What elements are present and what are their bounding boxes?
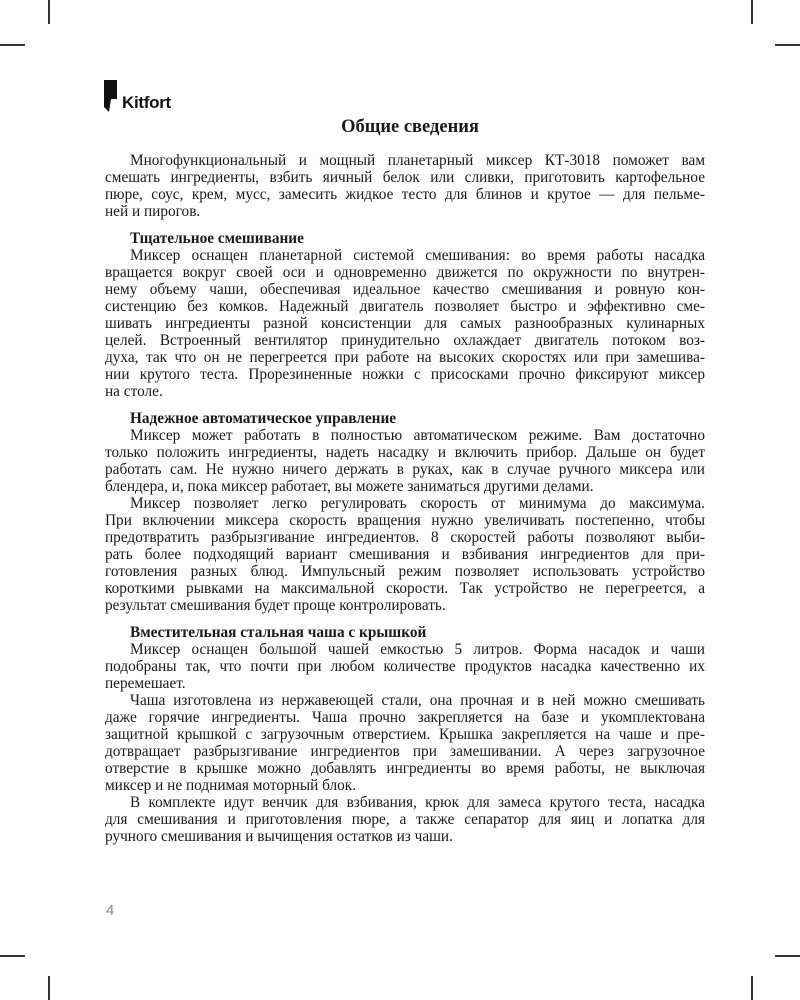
section-heading: Тщательное смешивание [130, 230, 304, 247]
text-line: пюре, соус, крем, мусс, замесить жидкое тесто для блинов и крутое — для пельме- [105, 186, 705, 203]
text-line: смешать ингредиенты, взбить яичный белок или сливки, приготовить картофельное [105, 169, 705, 186]
text-line: защитной крышкой с загрузочным отверстием. Крышка закрепляется на чаше и пре- [105, 726, 705, 743]
text-line: Миксер оснащен планетарной системой смешивания: во время работы насадка [130, 247, 705, 264]
text-line: Миксер может работать в полностью автоматическом режиме. Вам достаточно [130, 427, 705, 444]
text-line: ней и пирогов. [105, 203, 201, 220]
logo-text: Kitfort [122, 93, 171, 112]
text-line: нему объему чаши, обеспечивая идеальное качество смешивания и ровную кон- [105, 281, 705, 298]
text-line: для смешивания и приготовления пюре, а также сепаратор для яиц и лопатка для [105, 811, 705, 828]
section [105, 410, 705, 614]
text-line: При включении миксера скорость вращения нужно увеличивать постепенно, чтобы [105, 512, 705, 529]
text-line: результат смешивания будет проще контролировать. [105, 597, 446, 614]
text-line: вращается вокруг своей оси и одновременно движется по окружности по внутрен- [105, 264, 705, 281]
text-line: дотвращает разбрызгивание ингредиентов при замешивании. А через загрузочное [105, 743, 705, 760]
text-line: систенцию без комков. Надежный двигатель позволяет быстро и эффективно сме- [105, 298, 705, 315]
paragraph [105, 794, 705, 845]
text-line: Многофункциональный и мощный планетарный миксер КТ-3018 поможет вам [130, 152, 705, 169]
text-line: готовления разных блюд. Импульсный режим позволяет использовать устройство [105, 563, 705, 580]
crop-mark [775, 44, 800, 46]
crop-mark [48, 0, 50, 24]
crop-mark [751, 0, 753, 24]
section [105, 230, 705, 400]
paragraph [105, 247, 705, 400]
text-line: ручного смешивания и вычищения остатков из чаши. [105, 828, 453, 845]
crop-mark [775, 955, 800, 957]
page-title: Общие сведения [341, 117, 479, 137]
text-line: только положить ингредиенты, надеть насадку и включить прибор. Дальше он будет [105, 444, 705, 461]
text-line: даже горячие ингредиенты. Чаша прочно закрепляется на базе и укомплектована [105, 709, 705, 726]
text-line: предотвратить разбрызгивание ингредиентов. 8 скоростей работы позволяют выби- [105, 529, 705, 546]
text-line: рать более подходящий вариант смешивания и взбивания ингредиентов для при- [105, 546, 705, 563]
text-line: В комплекте идут венчик для взбивания, крюк для замеса крутого теста, насадка [130, 794, 705, 811]
intro-paragraph [105, 152, 705, 220]
text-line: работать сам. Не нужно ничего держать в руках, как в случае ручного миксера или [105, 461, 705, 478]
text-line: духа, так что он не перегреется при работе на высоких скоростях или при замешива- [105, 349, 705, 366]
text-line: отверстие в крышке можно добавлять ингредиенты во время работы, не выключая [105, 760, 705, 777]
crop-mark [0, 955, 25, 957]
paragraph [105, 692, 705, 794]
paragraph [105, 641, 705, 692]
text-line: Миксер позволяет легко регулировать скорость от минимума до максимума. [130, 495, 705, 512]
page-number: 4 [106, 902, 115, 919]
section-heading: Вместительная стальная чаша с крышкой [130, 624, 427, 641]
document-body [105, 152, 705, 845]
text-line: целей. Встроенный вентилятор принудительно охлаждает двигатель потоком воз- [105, 332, 705, 349]
text-line: подобраны так, что почти при любом количестве продуктов насадка качественно их [105, 658, 705, 675]
text-line: шивать ингредиенты разной консистенции для самых разнообразных кулинарных [105, 315, 705, 332]
section [105, 624, 705, 845]
text-line: нии крутого теста. Прорезиненные ножки с присосками прочно фиксируют миксер [105, 366, 705, 383]
crop-mark [751, 976, 753, 1000]
text-line: короткими рывками на максимальной скорости. Так устройство не перегреется, а [105, 580, 705, 597]
text-line: перемешает. [105, 675, 186, 692]
text-line: на столе. [105, 383, 163, 400]
section-heading: Надежное автоматическое управление [130, 410, 397, 427]
text-line: Чаша изготовлена из нержавеющей стали, она прочная и в ней можно смешивать [130, 692, 705, 709]
kitfort-logo-icon [104, 80, 120, 112]
crop-mark [48, 976, 50, 1000]
text-line: блендера, и, пока миксер работает, вы можете заниматься другими делами. [105, 478, 594, 495]
paragraph [105, 427, 705, 495]
text-line: Миксер оснащен большой чашей емкостью 5 литров. Форма насадок и чаши [130, 641, 705, 658]
brand-logo [104, 80, 171, 112]
crop-mark [0, 44, 25, 46]
paragraph [105, 495, 705, 614]
text-line: миксер и не поднимая моторный блок. [105, 777, 357, 794]
